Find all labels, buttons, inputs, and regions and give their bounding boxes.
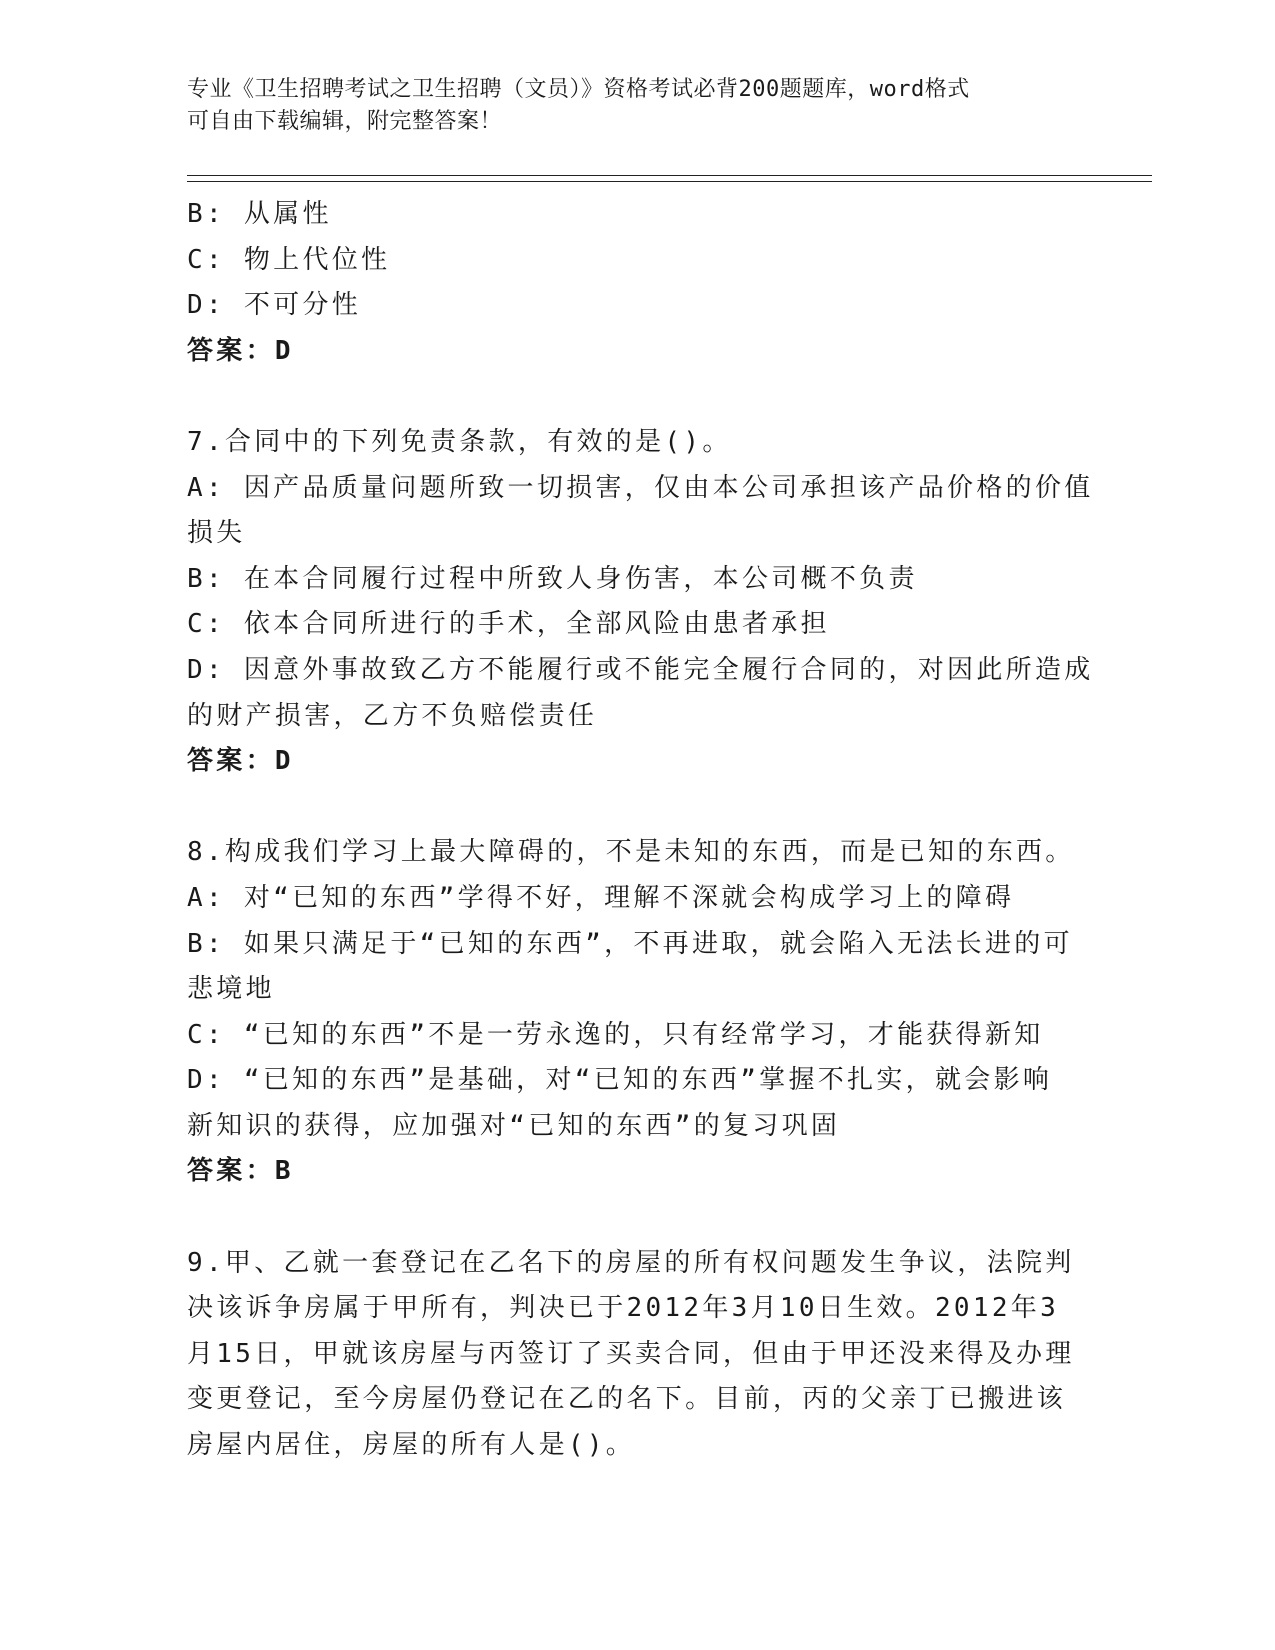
option-d-line-2: 新知识的获得，应加强对“已知的东西”的复习巩固	[187, 1110, 841, 1141]
document-header	[187, 74, 1087, 138]
option-a-line-2: 损失	[187, 518, 246, 549]
spacer	[187, 785, 1077, 831]
question-stem-line-3: 月15日，甲就该房屋与丙签订了买卖合同，但由于甲还没来得及办理	[187, 1338, 1075, 1369]
document-body	[187, 192, 1094, 1469]
option-d-line-1: D: “已知的东西”是基础，对“已知的东西”掌握不扎实，就会影响	[187, 1065, 1053, 1096]
question-stem-line-4: 变更登记，至今房屋仍登记在乙的名下。目前，丙的父亲丁已搬进该	[187, 1384, 1067, 1415]
header-line-2: 可自由下载编辑，附完整答案！	[187, 109, 503, 134]
option-c: C: 依本合同所进行的手术，全部风险由患者承担	[187, 609, 830, 640]
question-stem: 8.构成我们学习上最大障碍的，不是未知的东西，而是已知的东西。	[187, 837, 1075, 868]
question-stem: 7.合同中的下列免责条款，有效的是()。	[187, 426, 732, 457]
option-b-line-2: 悲境地	[187, 974, 275, 1005]
option-b: B: 在本合同履行过程中所致人身伤害，本公司概不负责	[187, 563, 918, 594]
header-rule-bottom	[187, 181, 1152, 182]
question-6-tail	[187, 192, 1077, 374]
question-stem-line-5: 房屋内居住，房屋的所有人是()。	[187, 1430, 636, 1461]
option-a-line-1: A: 因产品质量问题所致一切损害，仅由本公司承担该产品价格的价值	[187, 472, 1094, 503]
header-line-1: 专业《卫生招聘考试之卫生招聘（文员）》资格考试必背200题题库，word格式	[187, 77, 970, 102]
question-stem-line-1: 9.甲、乙就一套登记在乙名下的房屋的所有权问题发生争议，法院判	[187, 1247, 1075, 1278]
option-d-line-2: 的财产损害，乙方不负赔偿责任	[187, 700, 598, 731]
answer-line: 答案：D	[187, 335, 294, 366]
option-b: B: 从属性	[187, 199, 332, 229]
option-c: C: “已知的东西”不是一劳永逸的，只有经常学习，才能获得新知	[187, 1019, 1044, 1050]
option-a: A: 对“已知的东西”学得不好，理解不深就会构成学习上的障碍	[187, 882, 1015, 913]
question-stem-line-2: 决该诉争房属于甲所有，判决已于2012年3月10日生效。2012年3	[187, 1293, 1060, 1324]
question-9	[187, 1241, 1077, 1469]
option-c: C: 物上代位性	[187, 244, 391, 275]
question-8	[187, 830, 1077, 1195]
answer-line: 答案：D	[187, 746, 294, 777]
option-d-line-1: D: 因意外事故致乙方不能履行或不能完全履行合同的，对因此所造成	[187, 654, 1094, 685]
header-rule-top	[187, 175, 1152, 176]
option-d: D: 不可分性	[187, 290, 362, 321]
spacer	[187, 374, 1077, 420]
answer-line: 答案：B	[187, 1156, 294, 1187]
question-7	[187, 420, 1094, 785]
spacer	[187, 1195, 1077, 1241]
option-b-line-1: B: 如果只满足于“已知的东西”，不再进取，就会陷入无法长进的可	[187, 928, 1073, 959]
